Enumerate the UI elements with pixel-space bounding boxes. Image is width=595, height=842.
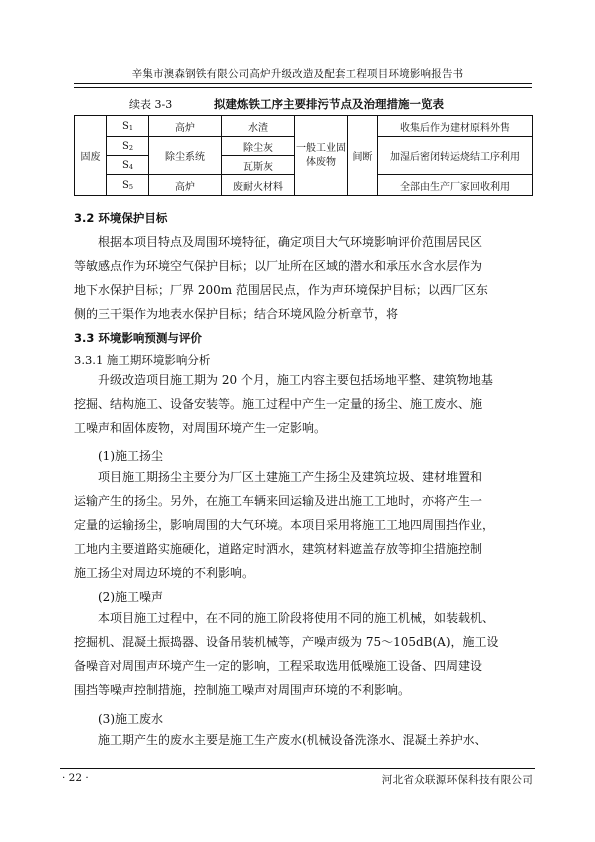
mode-cell: 间断 xyxy=(348,116,378,196)
section-heading-3-2: 3.2 环境保护目标 xyxy=(74,211,168,225)
subsection-heading-3-3-1: 3.3.1 施工期环境影响分析 xyxy=(74,353,211,367)
section-heading-3-3: 3.3 环境影响预测与评价 xyxy=(74,331,202,345)
code-cell: $S_2$ xyxy=(107,137,149,156)
code-cell: $S_1$ xyxy=(107,116,149,137)
text-line: 施工期产生的废水主要是施工生产废水(机械设备洗涤水、混凝土养护水、 xyxy=(98,733,487,747)
measure-cell: 收集后作为建材原料外售 xyxy=(378,116,533,137)
footer-rule xyxy=(60,768,535,769)
text-line: 升级改造项目施工期为 20 个月，施工内容主要包括场地平整、建筑物地基 xyxy=(98,373,493,387)
paragraph-noise xyxy=(74,606,532,702)
table-label: 续表 3-3 xyxy=(129,98,173,111)
header-rule-thin xyxy=(74,87,532,88)
category-cell: 固废 xyxy=(75,116,107,196)
table-title: 拟建炼铁工序主要排污节点及治理措施一览表 xyxy=(214,97,444,111)
code-cell: $S_4$ xyxy=(107,156,149,175)
paragraph-construction-intro xyxy=(74,368,532,440)
text-line: 挖掘机、混凝土振捣器、设备吊装机械等，产噪声级为 75～105dB(A)，施工设 xyxy=(74,635,499,649)
text-line: 项目施工期扬尘主要分为厂区土建施工产生扬尘及建筑垃圾、建材堆置和 xyxy=(98,470,483,484)
header-rule xyxy=(74,83,532,84)
text-line: 工地内主要道路实施硬化，道路定时洒水，建筑材料遮盖存放等抑尘措施控制 xyxy=(74,542,483,556)
name-cell: 瓦斯灰 xyxy=(222,156,295,175)
text-line: 施工扬尘对周边环境的不利影响。 xyxy=(74,566,255,580)
name-cell: 废耐火材料 xyxy=(222,175,295,196)
text-line: 围挡等噪声控制措施，控制施工噪声对周围声环境的不利影响。 xyxy=(74,683,411,697)
source-cell: 除尘系统 xyxy=(149,137,222,175)
item-title-dust: (1)施工扬尘 xyxy=(98,449,163,463)
name-cell: 除尘灰 xyxy=(222,137,295,156)
text-line: 工噪声和固体废物，对周围环境产生一定影响。 xyxy=(74,421,327,435)
source-cell: 高炉 xyxy=(149,116,222,137)
paragraph-protection-targets xyxy=(74,230,532,326)
name-cell: 水渣 xyxy=(222,116,295,137)
text-line: 地下水保护目标；厂界 200m 范围居民点，作为声环境保护目标；以西厂区东 xyxy=(74,283,488,297)
item-title-noise: (2)施工噪声 xyxy=(98,590,163,604)
source-cell: 高炉 xyxy=(149,175,222,196)
nature-cell: 一般工业固体废物 xyxy=(295,116,348,196)
text-line: 侧的三干渠作为地表水保护目标；结合环境风险分析章节，将 xyxy=(74,307,399,321)
text-line: 等敏感点作为环境空气保护目标；以厂址所在区域的潜水和承压水含水层作为 xyxy=(74,259,483,273)
text-line: 备噪音对周围声环境产生一定的影响，工程采取选用低噪施工设备、四周建设 xyxy=(74,659,483,673)
code-cell: $S_5$ xyxy=(107,175,149,196)
text-line: 运输产生的扬尘。另外，在施工车辆来回运输及进出施工工地时，亦将产生一 xyxy=(74,494,483,508)
measure-cell: 加湿后密闭转运烧结工序利用 xyxy=(378,137,533,175)
text-line: 本项目施工过程中，在不同的施工阶段将使用不同的施工机械，如装载机、 xyxy=(98,611,495,625)
paragraph-dust xyxy=(74,465,532,585)
measure-cell: 全部由生产厂家回收利用 xyxy=(378,175,533,196)
text-line: 根据本项目特点及周围环境特征，确定项目大气环境影响评价范围居民区 xyxy=(98,235,483,249)
footer-organization: 河北省众联源环保科技有限公司 xyxy=(381,774,533,786)
discharge-table xyxy=(74,115,533,196)
document-header-title: 辛集市澳森钢铁有限公司高炉升级改造及配套工程项目环境影响报告书 xyxy=(131,68,464,80)
item-title-wastewater: (3)施工废水 xyxy=(98,712,163,726)
table-row xyxy=(75,116,533,137)
page-number: · 22 · xyxy=(62,772,89,784)
paragraph-wastewater xyxy=(74,728,532,752)
text-line: 挖掘、结构施工、设备安装等。施工过程中产生一定量的扬尘、施工废水、施 xyxy=(74,397,483,411)
text-line: 定量的运输扬尘，影响周围的大气环境。本项目采用将施工工地四周围挡作业， xyxy=(74,518,495,532)
